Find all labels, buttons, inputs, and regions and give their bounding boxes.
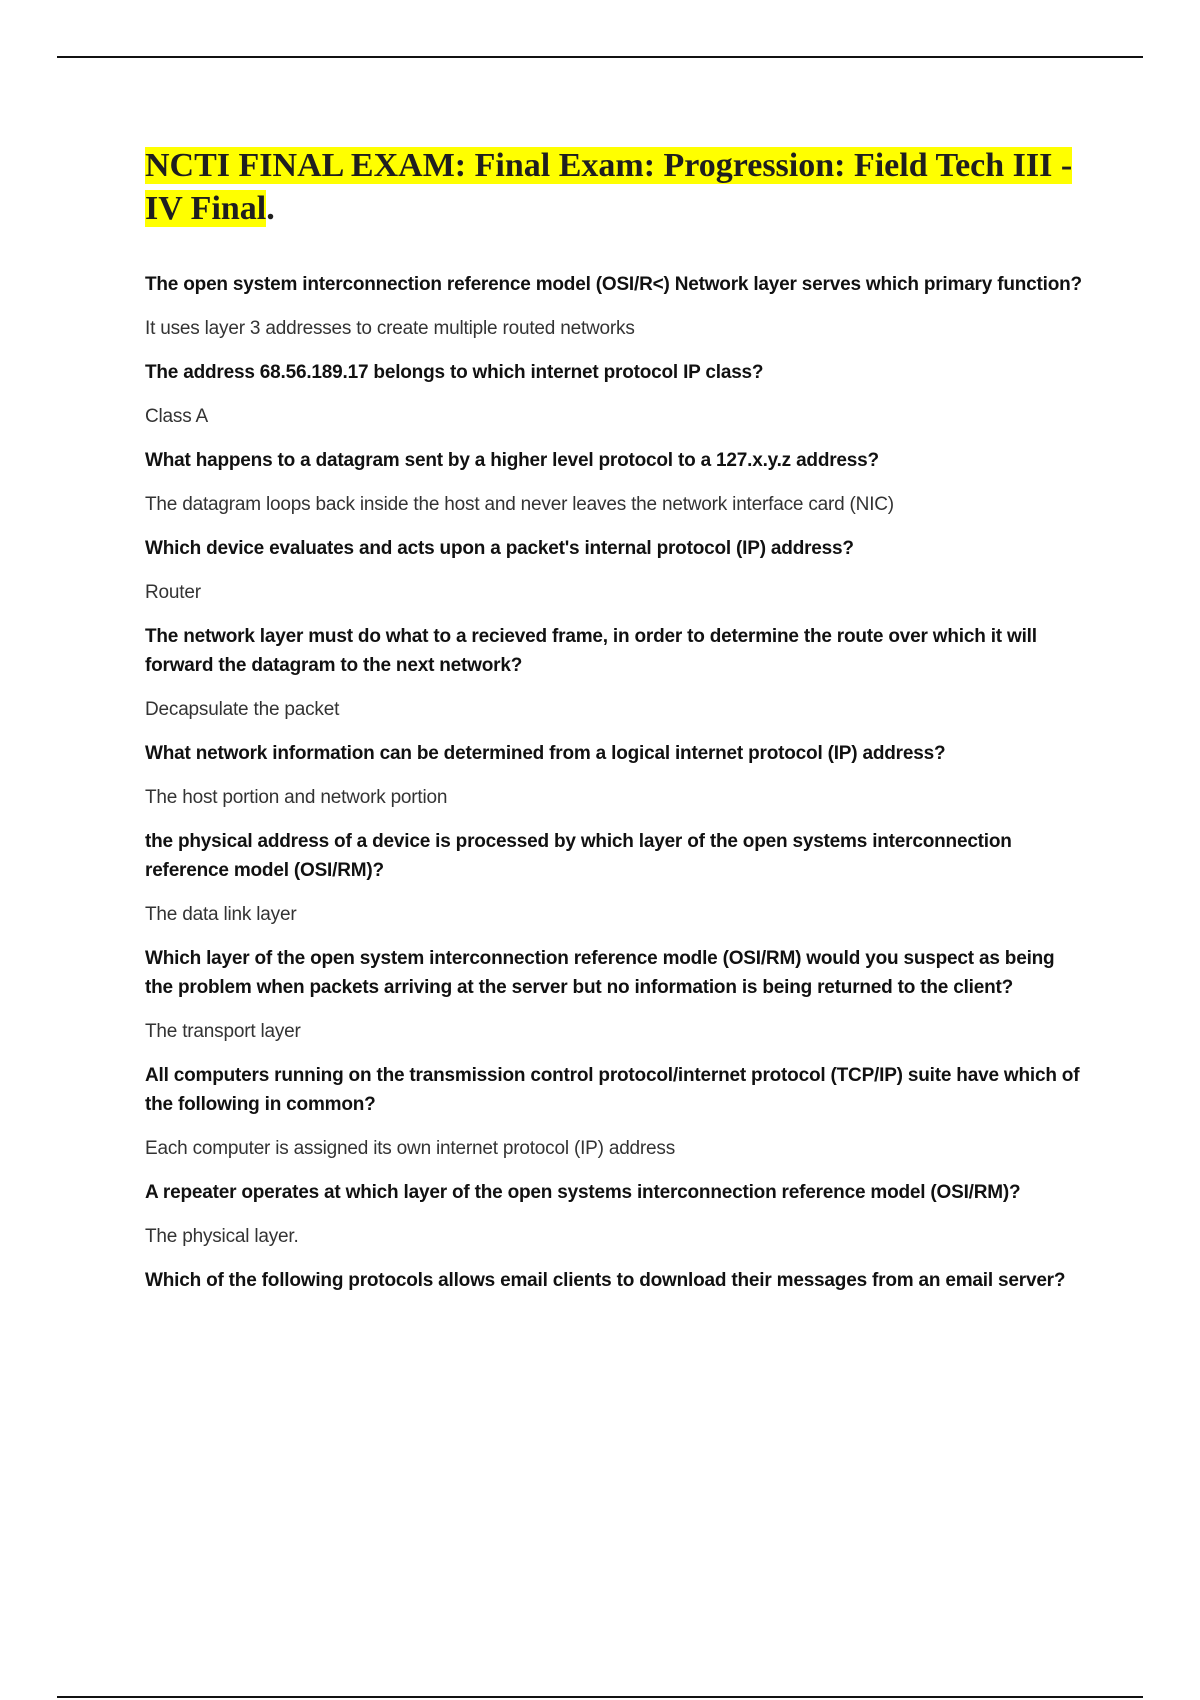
qa-item bbox=[145, 1061, 1085, 1163]
qa-item bbox=[145, 358, 1085, 431]
qa-item bbox=[145, 534, 1085, 607]
answer-text: The transport layer bbox=[145, 1021, 301, 1042]
answer-text: The host portion and network portion bbox=[145, 787, 448, 808]
footer-rule bbox=[57, 1696, 1143, 1698]
title-highlight: NCTI FINAL EXAM: Final Exam: Progression: Field Tech III - IV Final bbox=[145, 147, 1073, 227]
qa-item bbox=[145, 944, 1085, 1046]
answer-text: Class A bbox=[145, 406, 209, 427]
qa-item bbox=[145, 446, 1085, 519]
answer-text: Each computer is assigned its own internet protocol (IP) address bbox=[145, 1138, 676, 1159]
qa-item bbox=[145, 1266, 1085, 1295]
question-text: All computers running on the transmission control protocol/internet protocol (TCP/IP) suite have which of the following in common? bbox=[145, 1065, 1080, 1115]
answer-text: The datagram loops back inside the host and never leaves the network interface card (NIC) bbox=[145, 494, 894, 515]
question-text: the physical address of a device is processed by which layer of the open systems interconnection reference model (OSI/RM)? bbox=[145, 831, 1012, 881]
qa-item bbox=[145, 1178, 1085, 1251]
question-text: A repeater operates at which layer of the open systems interconnection reference model (OSI/RM)? bbox=[145, 1182, 1021, 1203]
answer-text: The physical layer. bbox=[145, 1226, 299, 1247]
qa-item bbox=[145, 827, 1085, 929]
answer-text: Decapsulate the packet bbox=[145, 699, 340, 720]
question-text: The open system interconnection reference model (OSI/R<) Network layer serves which primary function? bbox=[145, 274, 1082, 295]
answer-text: The data link layer bbox=[145, 904, 297, 925]
title-suffix: . bbox=[266, 190, 275, 227]
question-text: What happens to a datagram sent by a higher level protocol to a 127.x.y.z address? bbox=[145, 450, 879, 471]
answer-text: It uses layer 3 addresses to create multiple routed networks bbox=[145, 318, 635, 339]
answer-text: Router bbox=[145, 582, 201, 603]
question-text: The address 68.56.189.17 belongs to which internet protocol IP class? bbox=[145, 362, 764, 383]
question-answer-list bbox=[145, 270, 1085, 1295]
qa-item bbox=[145, 622, 1085, 724]
question-text: Which device evaluates and acts upon a packet's internal protocol (IP) address? bbox=[145, 538, 854, 559]
document-title bbox=[145, 144, 1085, 230]
document-body bbox=[145, 144, 1085, 1310]
qa-item bbox=[145, 739, 1085, 812]
question-text: The network layer must do what to a recieved frame, in order to determine the route over which it will forward the datagram to the next network? bbox=[145, 626, 1037, 676]
question-text: Which layer of the open system interconnection reference modle (OSI/RM) would you suspect as being the problem when packets arriving at the server but no information is being returned to the client? bbox=[145, 948, 1055, 998]
header-rule bbox=[57, 56, 1143, 58]
question-text: Which of the following protocols allows email clients to download their messages from an email server? bbox=[145, 1270, 1066, 1291]
question-text: What network information can be determined from a logical internet protocol (IP) address? bbox=[145, 743, 946, 764]
qa-item bbox=[145, 270, 1085, 343]
